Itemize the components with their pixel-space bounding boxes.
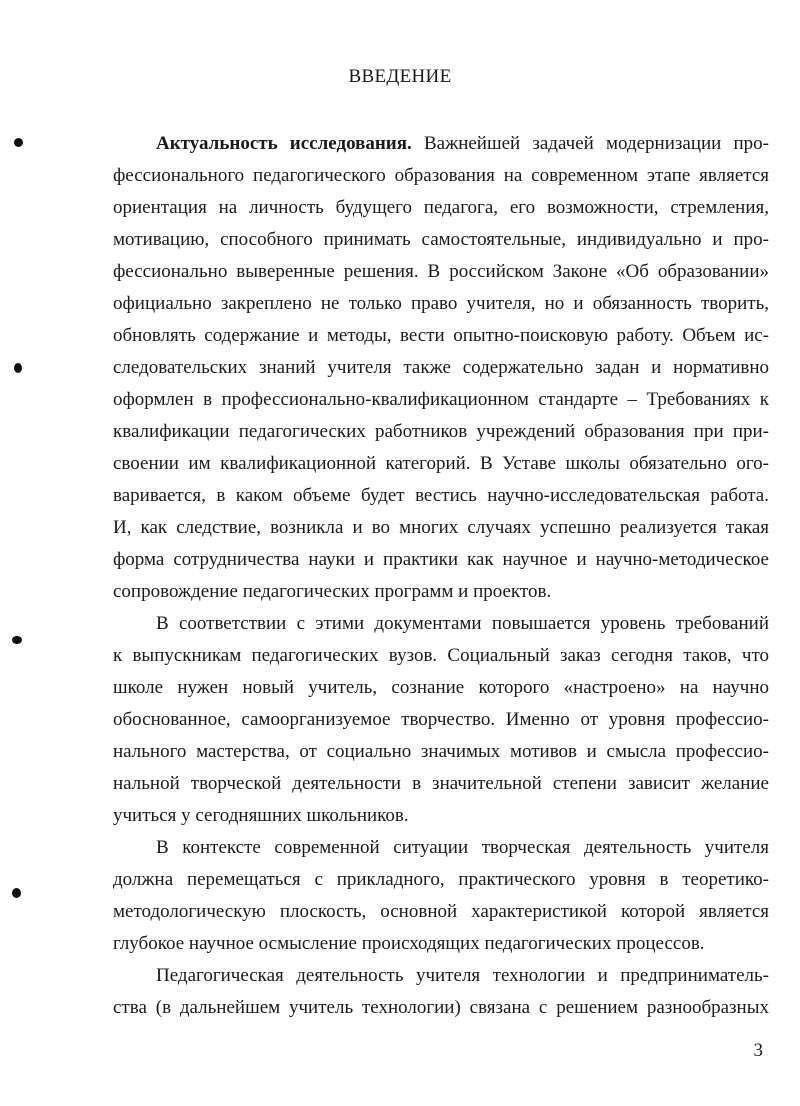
text-line: сопровождение педагогических программ и проектов. [113, 581, 552, 602]
binder-hole-mark [14, 363, 22, 373]
page-title: ВВЕДЕНИЕ [348, 66, 452, 87]
text-line: Актуальность исследования. Важнейшей задачей модернизации про- [156, 133, 769, 154]
text-line: оформлен в профессионально-квалификационном стандарте – Требованиях к [113, 389, 769, 410]
binder-hole-mark [14, 138, 23, 147]
text-line: ства (в дальнейшем учитель технологии) связана с решением разнообразных [113, 997, 769, 1018]
lead-term: Актуальность исследования. [156, 133, 412, 154]
text-line: учиться у сегодняшних школьников. [113, 805, 409, 826]
text-line: официально закреплено не только право учителя, но и обязанность творить, [113, 293, 769, 314]
text-line: должна перемещаться с прикладного, практического уровня в теоретико- [113, 869, 769, 890]
text-line: фессионально выверенные решения. В российском Законе «Об образовании» [113, 261, 769, 282]
text-line: ориентация на личность будущего педагога, его возможности, стремления, [113, 197, 769, 218]
text-line: следовательских знаний учителя также содержательно задан и нормативно [113, 357, 769, 378]
binder-hole-mark [12, 888, 21, 898]
text-line: нального мастерства, от социально значимых мотивов и смысла профессио- [113, 741, 769, 762]
text-line: форма сотрудничества науки и практики как научное и научно-методическое [113, 549, 769, 570]
text-line: Педагогическая деятельность учителя технологии и предприниматель- [156, 965, 769, 986]
text-line: глубокое научное осмысление происходящих педагогических процессов. [113, 933, 705, 954]
text-line: своении им квалификационной категорий. В Уставе школы обязательно ого- [113, 453, 769, 474]
text-line: мотивацию, способного принимать самостоятельные, индивидуально и про- [113, 229, 769, 250]
text-line: И, как следствие, возникла и во многих случаях успешно реализуется такая [113, 517, 769, 538]
text-line: фессионального педагогического образования на современном этапе является [113, 165, 769, 186]
page-number: 3 [753, 1040, 763, 1061]
binder-hole-mark [12, 636, 22, 644]
text-line: квалификации педагогических работников учреждений образования при при- [113, 421, 769, 442]
text-line: школе нужен новый учитель, сознание которого «настроено» на научно [113, 677, 769, 698]
text-line: к выпускникам педагогических вузов. Социальный заказ сегодня таков, что [113, 645, 769, 666]
text-line: В соответствии с этими документами повышается уровень требований [156, 613, 769, 634]
text-line: обоснованное, самоорганизуемое творчество. Именно от уровня профессио- [113, 709, 769, 730]
text-line: В контексте современной ситуации творческая деятельность учителя [156, 837, 769, 858]
text-line: нальной творческой деятельности в значительной степени зависит желание [113, 773, 769, 794]
text-line: методологическую плоскость, основной характеристикой которой является [113, 901, 769, 922]
text-line: обновлять содержание и методы, вести опытно-поисковую работу. Объем ис- [113, 325, 769, 346]
text-line: варивается, в каком объеме будет вестись научно-исследовательская работа. [113, 485, 769, 506]
